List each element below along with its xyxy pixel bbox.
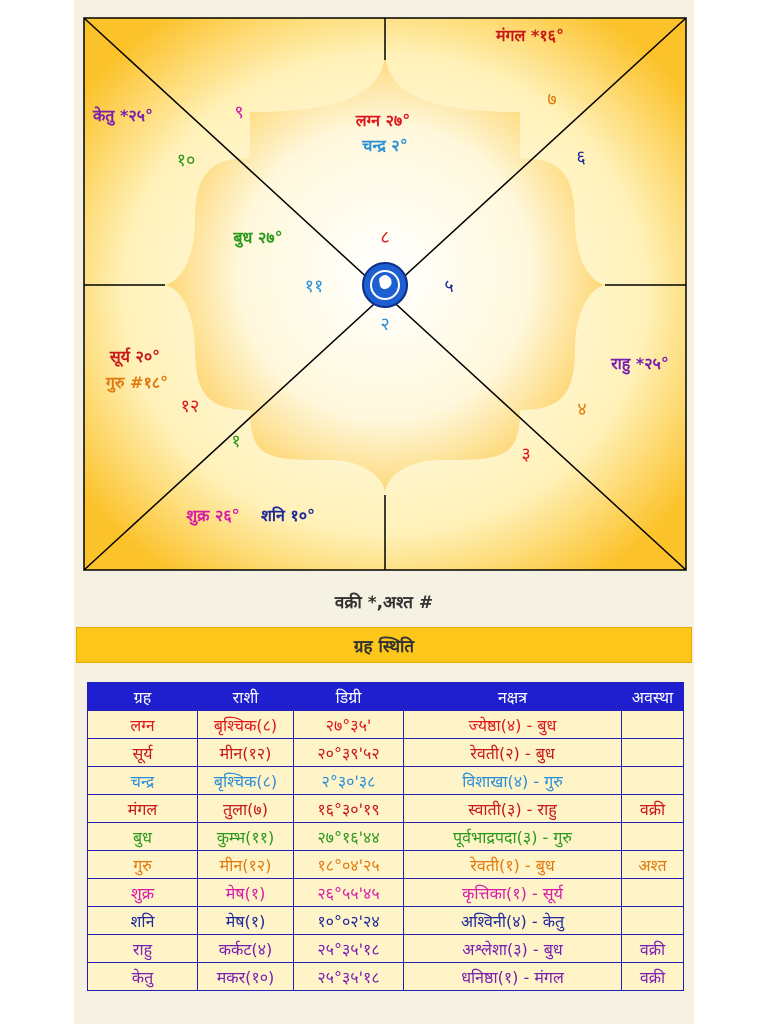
chart-legend: वक्री *,अश्त # — [334, 593, 434, 613]
house-number-7: २ — [380, 314, 390, 335]
table-cell: मेष(१) — [198, 907, 294, 935]
table-row — [88, 739, 684, 767]
planet-guru: गुरु #१८° — [105, 373, 169, 392]
section-title: ग्रह स्थिति — [353, 636, 415, 657]
planet-shani: शनि १०° — [260, 506, 316, 525]
house-number-1: ८ — [380, 227, 390, 248]
house-number-9: ४ — [577, 399, 587, 420]
planet-mangal: मंगल *१६° — [495, 26, 565, 45]
house-number-5: १२ — [180, 396, 200, 417]
table-cell: राहु — [88, 935, 198, 963]
table-row — [88, 851, 684, 879]
table-cell: ज्येष्ठा(४) - बुध — [404, 711, 622, 739]
table-cell — [622, 823, 684, 851]
table-row — [88, 711, 684, 739]
header-nakshatra: नक्षत्र — [404, 683, 622, 711]
table-cell: मेष(१) — [198, 879, 294, 907]
table-cell: तुला(७) — [198, 795, 294, 823]
table-cell: बृश्चिक(८) — [198, 767, 294, 795]
house-number-8: ३ — [521, 444, 531, 465]
table-cell — [622, 739, 684, 767]
header-graha: ग्रह — [88, 683, 198, 711]
table-cell: २५°३५'१८ — [294, 963, 404, 991]
table-cell: धनिष्ठा(१) - मंगल — [404, 963, 622, 991]
table-cell — [622, 879, 684, 907]
table-header-row — [88, 683, 684, 711]
table-row — [88, 767, 684, 795]
table-cell: २५°३५'१८ — [294, 935, 404, 963]
table-cell: वक्री — [622, 963, 684, 991]
table-row — [88, 935, 684, 963]
table-cell: १८°०४'२५ — [294, 851, 404, 879]
table-cell: कुम्भ(११) — [198, 823, 294, 851]
table-cell: केतु — [88, 963, 198, 991]
table-cell: २०°३९'५२ — [294, 739, 404, 767]
table-cell: वक्री — [622, 795, 684, 823]
header-degree: डिग्री — [294, 683, 404, 711]
table-cell: रेवती(१) - बुध — [404, 851, 622, 879]
table-cell: मीन(१२) — [198, 851, 294, 879]
table-cell — [622, 711, 684, 739]
planet-chandra: चन्द्र २° — [362, 136, 408, 155]
header-avastha: अवस्था — [622, 683, 684, 711]
planet-shukra: शुक्र २६° — [186, 506, 240, 525]
table-cell: १०°०२'२४ — [294, 907, 404, 935]
table-cell: २७°१६'४४ — [294, 823, 404, 851]
table-row — [88, 907, 684, 935]
table-cell: लग्न — [88, 711, 198, 739]
table-cell: बुध — [88, 823, 198, 851]
house-number-2: ९ — [234, 102, 244, 123]
header-rashi: राशी — [198, 683, 294, 711]
table-cell: अश्लेशा(३) - बुध — [404, 935, 622, 963]
house-number-11: ६ — [576, 147, 586, 168]
table-cell: बृश्चिक(८) — [198, 711, 294, 739]
table-cell: मीन(१२) — [198, 739, 294, 767]
table-cell: १६°३०'१९ — [294, 795, 404, 823]
table-cell: पूर्वभाद्रपदा(३) - गुरु — [404, 823, 622, 851]
table-row — [88, 823, 684, 851]
table-cell: मकर(१०) — [198, 963, 294, 991]
table-cell: स्वाती(३) - राहु — [404, 795, 622, 823]
table-cell: अश्त — [622, 851, 684, 879]
table-cell — [622, 907, 684, 935]
table-cell: मंगल — [88, 795, 198, 823]
table-cell: कृत्तिका(१) - सूर्य — [404, 879, 622, 907]
table-cell — [622, 767, 684, 795]
table-cell: २६°५५'४५ — [294, 879, 404, 907]
planet-position-table — [87, 682, 684, 991]
planet-lagna: लग्न २७° — [355, 111, 411, 130]
table-cell: अश्विनी(४) - केतु — [404, 907, 622, 935]
table-cell: शनि — [88, 907, 198, 935]
table-row — [88, 963, 684, 991]
table-cell: २७°३५' — [294, 711, 404, 739]
table-cell: सूर्य — [88, 739, 198, 767]
table-cell: २°३०'३८ — [294, 767, 404, 795]
house-number-10: ५ — [444, 276, 454, 297]
planet-budh: बुध २७° — [233, 228, 283, 247]
house-number-4: ११ — [304, 276, 324, 297]
table-cell: वक्री — [622, 935, 684, 963]
table-cell: गुरु — [88, 851, 198, 879]
table-cell: कर्कट(४) — [198, 935, 294, 963]
table-row — [88, 879, 684, 907]
house-number-12: ७ — [547, 89, 557, 110]
table-cell: चन्द्र — [88, 767, 198, 795]
table-row — [88, 795, 684, 823]
table-cell: रेवती(२) - बुध — [404, 739, 622, 767]
section-title-bar — [76, 627, 692, 663]
house-number-3: १० — [176, 150, 196, 171]
planet-rahu: राहु *२५° — [611, 354, 669, 373]
table-cell: शुक्र — [88, 879, 198, 907]
table-cell: विशाखा(४) - गुरु — [404, 767, 622, 795]
house-number-6: १ — [231, 431, 241, 452]
planet-surya: सूर्य २०° — [109, 347, 161, 366]
planet-ketu: केतु *२५° — [93, 106, 153, 125]
